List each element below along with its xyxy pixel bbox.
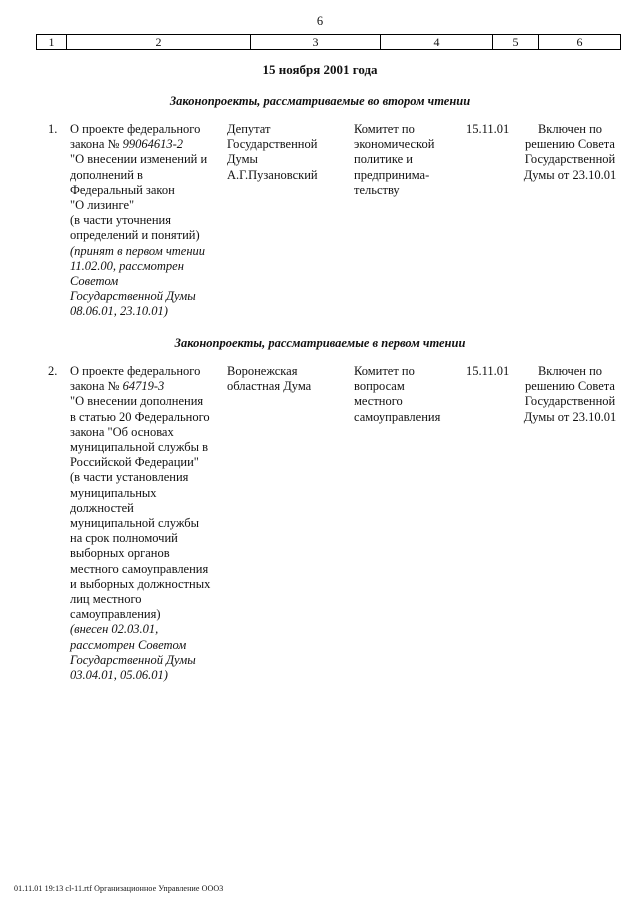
text-line: областная Дума <box>227 379 312 394</box>
text-line: О проекте федерального <box>70 364 201 378</box>
responsible-committee <box>354 122 454 198</box>
text-line: тельству <box>354 182 400 197</box>
text-line: (принят в первом чтении <box>70 243 206 258</box>
text-line: на срок полномочий <box>70 531 178 546</box>
text-line: 11.02.00, рассмотрен <box>70 258 184 273</box>
consideration-date: 15.11.01 <box>466 122 510 136</box>
text-line: Комитет по <box>354 364 415 378</box>
text-line: Государственной <box>524 394 616 409</box>
text-line: местного самоуправления <box>70 561 209 576</box>
text-line: Воронежская <box>227 364 298 378</box>
column-number-4: 4 <box>381 35 493 50</box>
text-line: 08.06.01, 23.10.01) <box>70 304 168 319</box>
text-line: местного <box>354 394 403 409</box>
text-line: вопросам <box>354 379 405 394</box>
bill-number: 99064613-2 <box>122 137 184 152</box>
text-line: "О внесении дополнения <box>70 394 204 409</box>
bill-author <box>227 122 339 183</box>
text-line: 03.04.01, 05.06.01) <box>70 668 168 683</box>
text-line: (внесен 02.03.01, <box>70 622 159 637</box>
text-line: муниципальной службы <box>70 516 200 531</box>
entry-number: 1. <box>48 122 58 136</box>
column-number-1: 1 <box>37 35 67 50</box>
text-line: Думы от 23.10.01 <box>523 167 617 182</box>
text-line: А.Г.Пузановский <box>227 167 318 182</box>
section-heading-first-reading: Законопроекты, рассматриваемые в первом чтении <box>174 336 466 350</box>
text-line: закона № 64719-3 <box>70 379 165 394</box>
page-number: 6 <box>316 14 324 28</box>
text-line: и выборных должностных <box>70 576 211 591</box>
text-line: Депутат <box>227 122 271 136</box>
text-line: экономической <box>354 137 435 152</box>
text-line: О проекте федерального <box>70 122 201 136</box>
bill-author <box>227 364 339 394</box>
text-line: Советом <box>70 274 119 289</box>
column-number-header <box>36 34 621 50</box>
column-number-6: 6 <box>539 35 621 50</box>
column-number-3: 3 <box>251 35 381 50</box>
text-line: муниципальных <box>70 485 157 500</box>
bill-title <box>70 122 222 320</box>
text-line: закона № 99064613-2 <box>70 137 184 152</box>
text-line: Российской Федерации" <box>70 455 199 470</box>
consideration-date: 15.11.01 <box>466 364 510 378</box>
text-line: самоуправления <box>354 409 441 424</box>
text-line: решению Совета <box>525 379 615 394</box>
section-heading-second-reading: Законопроекты, рассматриваемые во втором чтении <box>169 94 471 108</box>
text-line: самоуправления) <box>70 607 161 622</box>
text-line: должностей <box>70 500 134 515</box>
text-line: Думы от 23.10.01 <box>523 409 617 424</box>
inclusion-note <box>515 364 625 425</box>
column-number-5: 5 <box>493 35 539 50</box>
text-line: (в части установления <box>70 470 189 485</box>
text-line: Включен по <box>537 122 603 136</box>
text-line: закона "Об основах <box>70 424 174 439</box>
text-line: Комитет по <box>354 122 415 136</box>
text-line: в статью 20 Федерального <box>70 409 210 424</box>
text-line: лиц местного <box>70 592 142 607</box>
text-line: муниципальной службы в <box>70 440 209 455</box>
inclusion-note <box>515 122 625 183</box>
text-line: "О внесении изменений и <box>70 152 208 167</box>
text-line: выборных органов <box>70 546 170 561</box>
text-line: политике и <box>354 152 413 167</box>
text-line: (в части уточнения <box>70 213 171 228</box>
text-line: определений и понятий) <box>70 228 200 243</box>
text-line: дополнений в <box>70 167 143 182</box>
text-line: Включен по <box>537 364 603 378</box>
text-line: Государственной Думы <box>70 289 196 304</box>
text-line: "О лизинге" <box>70 198 135 213</box>
text-line: Государственной <box>524 152 616 167</box>
bill-number: 64719-3 <box>122 379 165 394</box>
print-footer: 01.11.01 19:13 cl-11.rtf Организационное Управление ООО3 <box>14 884 224 893</box>
text-line: Государственной Думы <box>70 652 196 667</box>
bill-title <box>70 364 222 683</box>
text-line: рассмотрен Советом <box>70 637 187 652</box>
responsible-committee <box>354 364 454 425</box>
text-line: решению Совета <box>525 137 615 152</box>
text-line: Государственной <box>227 137 318 152</box>
text-line: Федеральный закон <box>70 182 175 197</box>
entry-number: 2. <box>48 364 58 378</box>
text-line: предпринима- <box>354 167 430 182</box>
date-heading: 15 ноября 2001 года <box>262 62 378 77</box>
text-line: Думы <box>227 152 258 167</box>
column-number-2: 2 <box>67 35 251 50</box>
